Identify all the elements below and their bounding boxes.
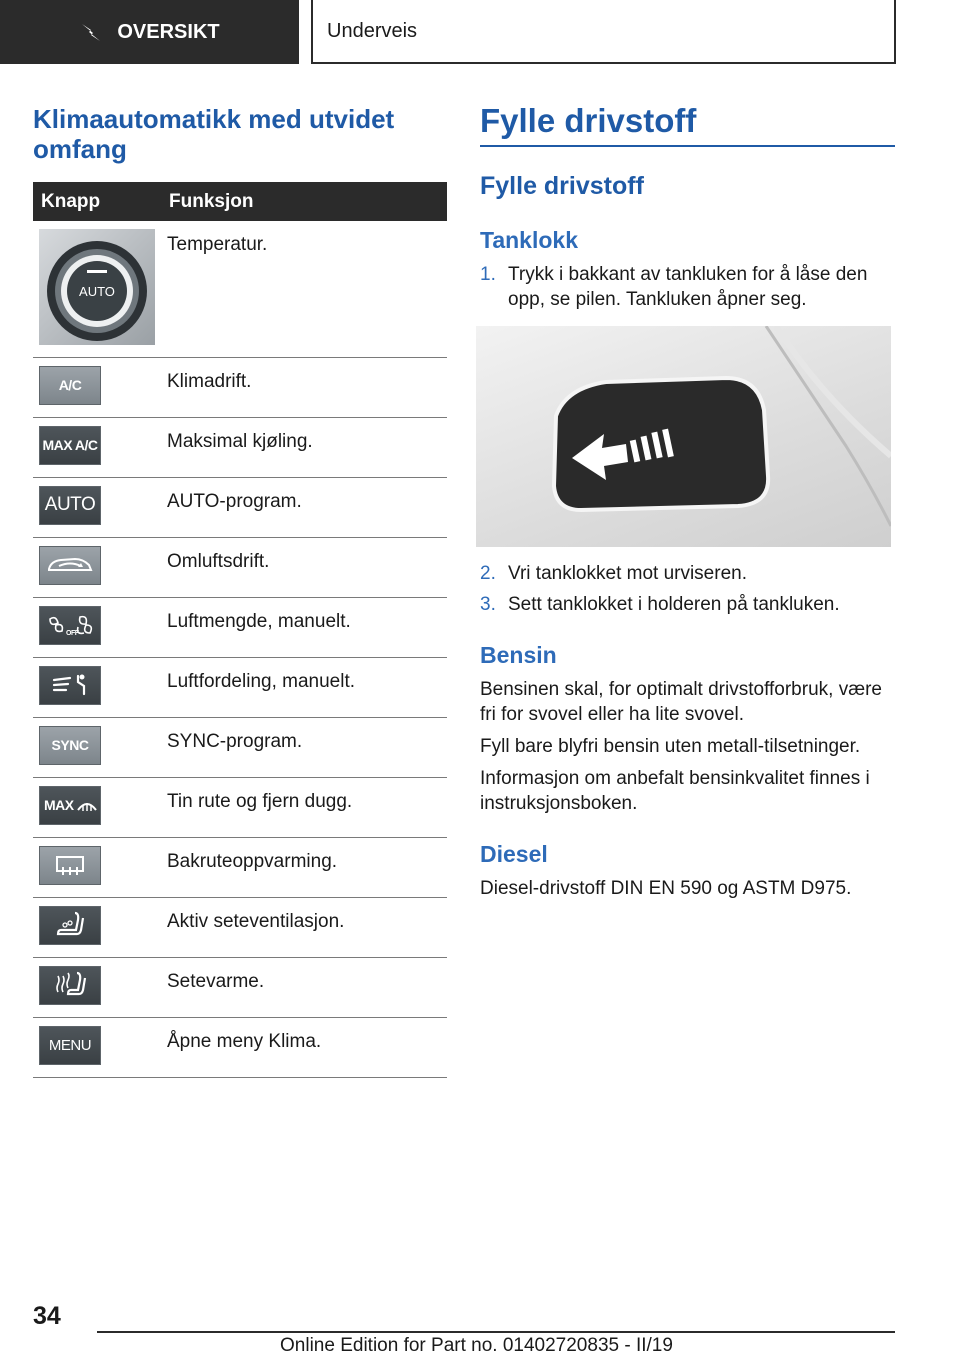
section-subtitle: Fylle drivstoff (480, 172, 644, 200)
function-text: Luftmengde, manuelt. (161, 597, 447, 657)
step-item (480, 561, 895, 586)
step-number: 2. (480, 563, 496, 584)
fan-off-label: OFF (66, 630, 79, 637)
step-item (480, 262, 895, 312)
table-row (33, 357, 447, 417)
function-text: Setevarme. (161, 957, 447, 1017)
step-number: 3. (480, 594, 496, 615)
seat-ventilation-icon (39, 906, 101, 945)
lightning-arrow-icon (79, 20, 103, 44)
table-header-function: Funksjon (161, 182, 447, 221)
function-text: Bakruteoppvarming. (161, 837, 447, 897)
table-row (33, 221, 447, 357)
auto-knob-icon (39, 229, 155, 345)
heading-bensin: Bensin (480, 642, 557, 668)
title-divider (480, 145, 895, 147)
step-item (480, 592, 895, 617)
paragraph: Informasjon om anbefalt bensinkvalitet finnes i instruksjonsboken. (480, 768, 870, 814)
function-text: Maksimal kjøling. (161, 417, 447, 477)
function-text: SYNC-program. (161, 717, 447, 777)
step-text: Vri tanklokket mot urviseren. (508, 563, 747, 584)
step-text: Sett tanklokket i holderen på tankluken. (508, 594, 840, 615)
tab-section[interactable] (311, 0, 896, 64)
max-defrost-icon (39, 786, 101, 825)
function-text: Åpne meny Klima. (161, 1017, 447, 1077)
heading-tanklokk: Tanklokk (480, 227, 578, 253)
fan-icon (39, 606, 101, 645)
table-row (33, 957, 447, 1017)
table-header-button: Knapp (33, 182, 161, 221)
function-text: Klimadrift. (161, 357, 447, 417)
max-ac-button-icon: MAX A/C (39, 426, 101, 465)
table-row (33, 897, 447, 957)
function-text: AUTO-program. (161, 477, 447, 537)
table-row (33, 657, 447, 717)
page-number: 34 (33, 1302, 61, 1330)
function-text: Luftfordeling, manuelt. (161, 657, 447, 717)
knob-auto-label: AUTO (79, 284, 115, 299)
tab-overview[interactable] (0, 0, 299, 64)
tab-overview-label: OVERSIKT (117, 20, 220, 43)
table-row (33, 717, 447, 777)
function-text: Aktiv seteventilasjon. (161, 897, 447, 957)
function-text: Temperatur. (161, 221, 447, 357)
section-title-climate: Klimaautomatikk med utvidet omfang (33, 104, 395, 164)
table-row (33, 1017, 447, 1077)
heading-diesel: Diesel (480, 841, 548, 867)
tab-section-label: Underveis (327, 19, 418, 42)
table-row (33, 417, 447, 477)
table-row (33, 837, 447, 897)
function-text: Omluftsdrift. (161, 537, 447, 597)
seat-heating-icon (39, 966, 101, 1005)
auto-button-icon: AUTO (39, 486, 101, 525)
table-row (33, 597, 447, 657)
menu-button-icon: MENU (39, 1026, 101, 1065)
climate-button-table (33, 182, 447, 1078)
max-label: MAX (44, 797, 74, 813)
ac-button-icon: A/C (39, 366, 101, 405)
air-distribution-icon (39, 666, 101, 705)
table-row (33, 477, 447, 537)
paragraph: Diesel-drivstoff DIN EN 590 og ASTM D975. (480, 878, 852, 899)
page-title: Fylle drivstoff (480, 102, 697, 139)
footer-edition: Online Edition for Part no. 01402720835 - II/19 (280, 1335, 673, 1356)
function-text: Tin rute og fjern dugg. (161, 777, 447, 837)
paragraph: Fyll bare blyfri bensin uten metall-tilsetninger. (480, 736, 861, 757)
step-text: Trykk i bakkant av tankluken for å låse den opp, se pilen. Tankluken åpner seg. (508, 264, 868, 310)
sync-button-icon: SYNC (39, 726, 101, 765)
footer-divider (97, 1331, 895, 1333)
rear-defrost-icon (39, 846, 101, 885)
step-number: 1. (480, 264, 496, 285)
paragraph: Bensinen skal, for optimalt drivstofforbruk, være fri for svovel eller ha lite svovel. (480, 679, 882, 725)
table-row (33, 777, 447, 837)
fuel-flap-illustration (476, 326, 891, 547)
table-row (33, 537, 447, 597)
recirculation-icon (39, 546, 101, 585)
